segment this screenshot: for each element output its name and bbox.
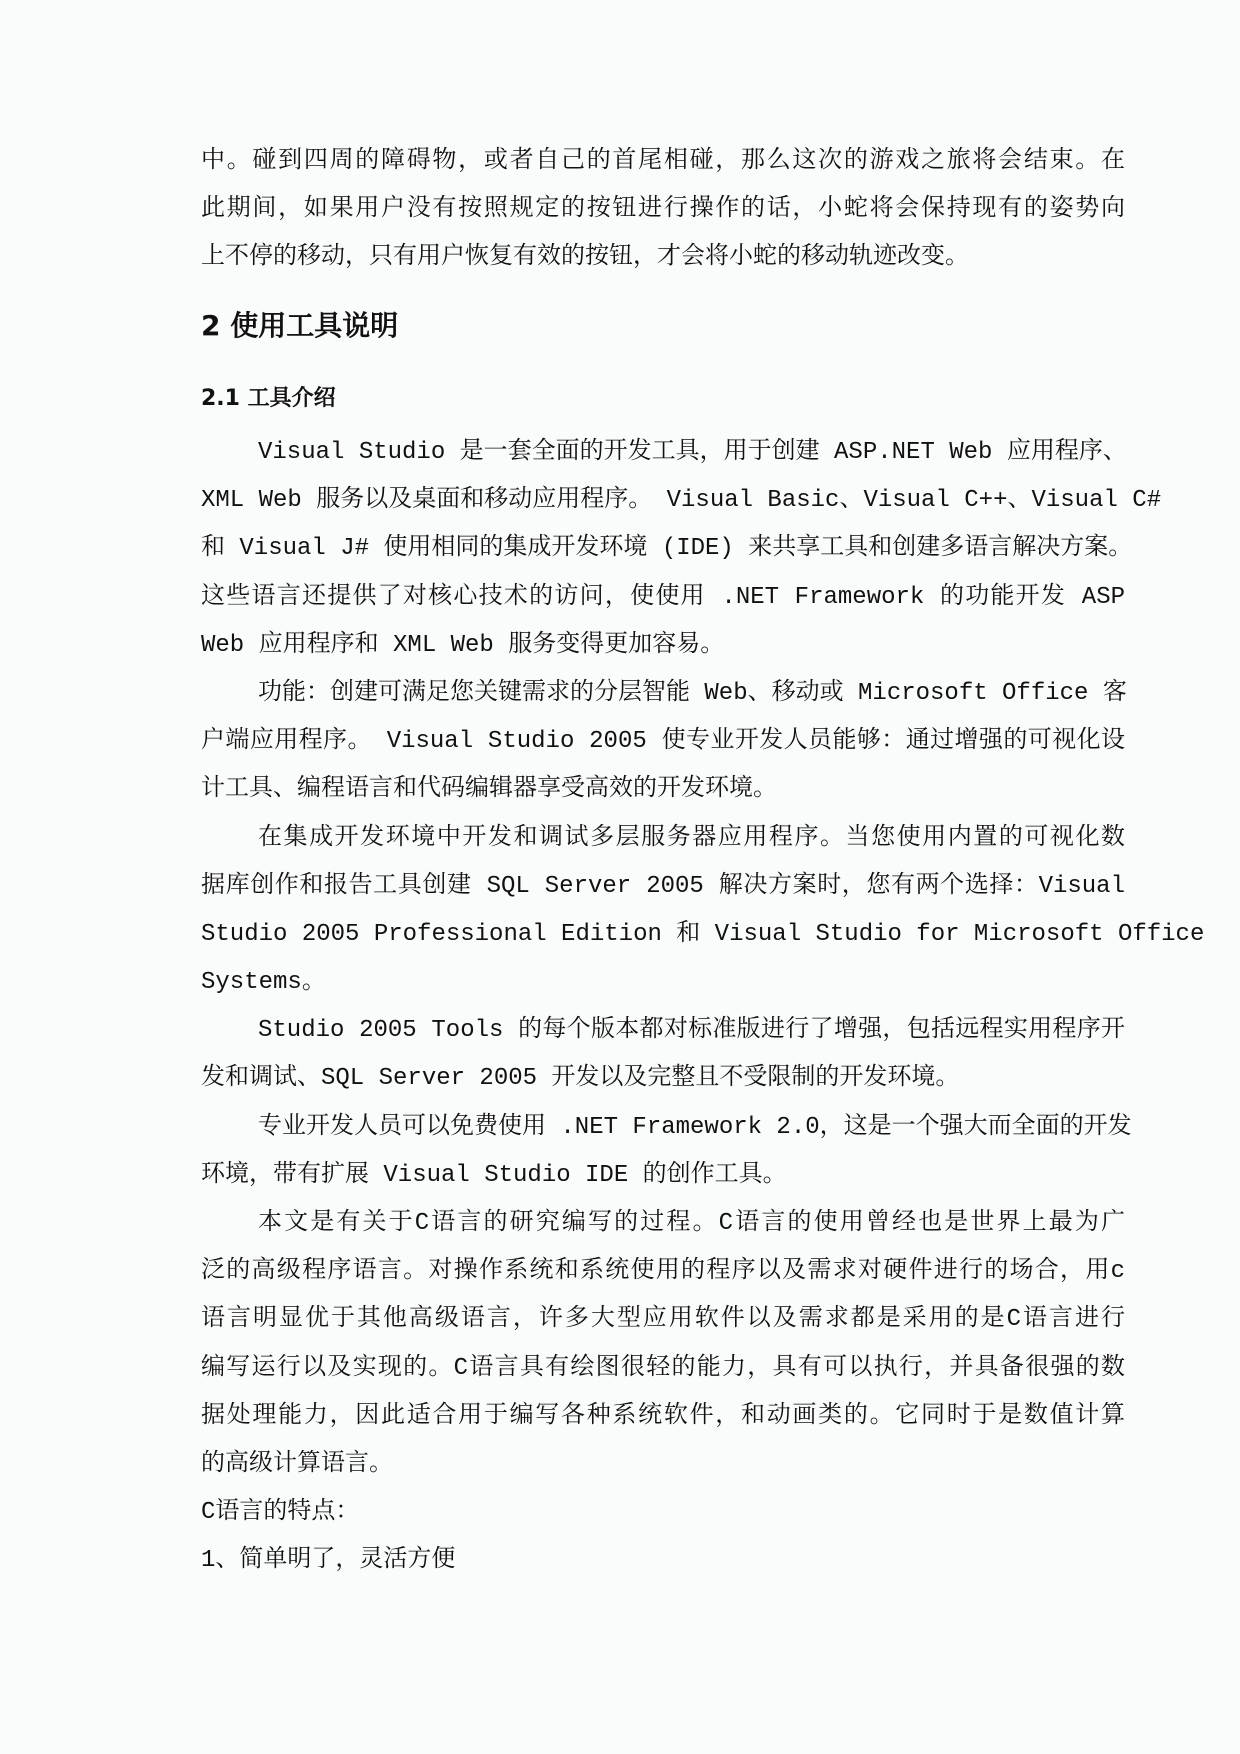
section-heading: 2 使用工具说明 — [201, 309, 399, 342]
text-line: Studio 2005 Professional Edition 和 Visual Studio for Microsoft Office — [201, 920, 1205, 948]
text-line: 编写运行以及实现的。C语言具有绘图很轻的能力，具有可以执行，并具备很强的数 — [201, 1354, 1125, 1382]
text-line: 发和调试、SQL Server 2005 开发以及完整且不受限制的开发环境。 — [201, 1065, 960, 1093]
text-line: 1、简单明了，灵活方便 — [201, 1547, 456, 1575]
text-line: Studio 2005 Tools 的每个版本都对标准版进行了增强，包括远程实用程序开 — [258, 1017, 1125, 1045]
text-line: 和 Visual J# 使用相同的集成开发环境 (IDE) 来共享工具和创建多语言解决方案。 — [201, 535, 1133, 563]
text-line: 泛的高级程序语言。对操作系统和系统使用的程序以及需求对硬件进行的场合，用c — [201, 1258, 1125, 1286]
text-line: 环境，带有扩展 Visual Studio IDE 的创作工具。 — [201, 1161, 787, 1189]
text-line: 计工具、编程语言和代码编辑器享受高效的开发环境。 — [201, 776, 777, 804]
text-line: 功能：创建可满足您关键需求的分层智能 Web、移动或 Microsoft Office 客 — [258, 679, 1127, 707]
text-line: 专业开发人员可以免费使用 .NET Framework 2.0，这是一个强大而全面的开发 — [258, 1113, 1132, 1141]
text-line: 户端应用程序。 Visual Studio 2005 使专业开发人员能够：通过增强的可视化设 — [201, 728, 1125, 756]
text-line: 本文是有关于C语言的研究编写的过程。C语言的使用曾经也是世界上最为广 — [258, 1210, 1125, 1237]
text-line: 此期间，如果用户没有按照规定的按钮进行操作的话，小蛇将会保持现有的姿势向 — [201, 196, 1125, 224]
text-line: XML Web 服务以及桌面和移动应用程序。 Visual Basic、Visual C++、Visual C# — [201, 487, 1162, 515]
text-line: 据库创作和报告工具创建 SQL Server 2005 解决方案时，您有两个选择：Visual — [201, 872, 1125, 900]
text-line: 上不停的移动，只有用户恢复有效的按钮，才会将小蛇的移动轨迹改变。 — [201, 244, 969, 272]
text-line: 的高级计算语言。 — [201, 1450, 393, 1478]
text-line: Visual Studio 是一套全面的开发工具，用于创建 ASP.NET Web 应用程序、 — [258, 439, 1127, 466]
intro-paragraph — [201, 138, 1125, 283]
text-line: 语言明显优于其他高级语言，许多大型应用软件以及需求都是采用的是C语言进行 — [201, 1306, 1125, 1334]
text-line: Web 应用程序和 XML Web 服务变得更加容易。 — [201, 631, 725, 659]
text-line: 在集成开发环境中开发和调试多层服务器应用程序。当您使用内置的可视化数 — [258, 824, 1125, 852]
text-line: 中。碰到四周的障碍物，或者自己的首尾相碰，那么这次的游戏之旅将会结束。在 — [201, 148, 1125, 175]
text-line: Systems。 — [201, 969, 326, 997]
text-line: C语言的特点： — [201, 1499, 360, 1527]
body-text — [201, 429, 1205, 1586]
text-line: 这些语言还提供了对核心技术的访问，使使用 .NET Framework 的功能开发 ASP — [201, 583, 1125, 611]
text-line: 据处理能力，因此适合用于编写各种系统软件，和动画类的。它同时于是数值计算 — [201, 1402, 1125, 1430]
subsection-heading: 2.1 工具介绍 — [201, 386, 336, 411]
